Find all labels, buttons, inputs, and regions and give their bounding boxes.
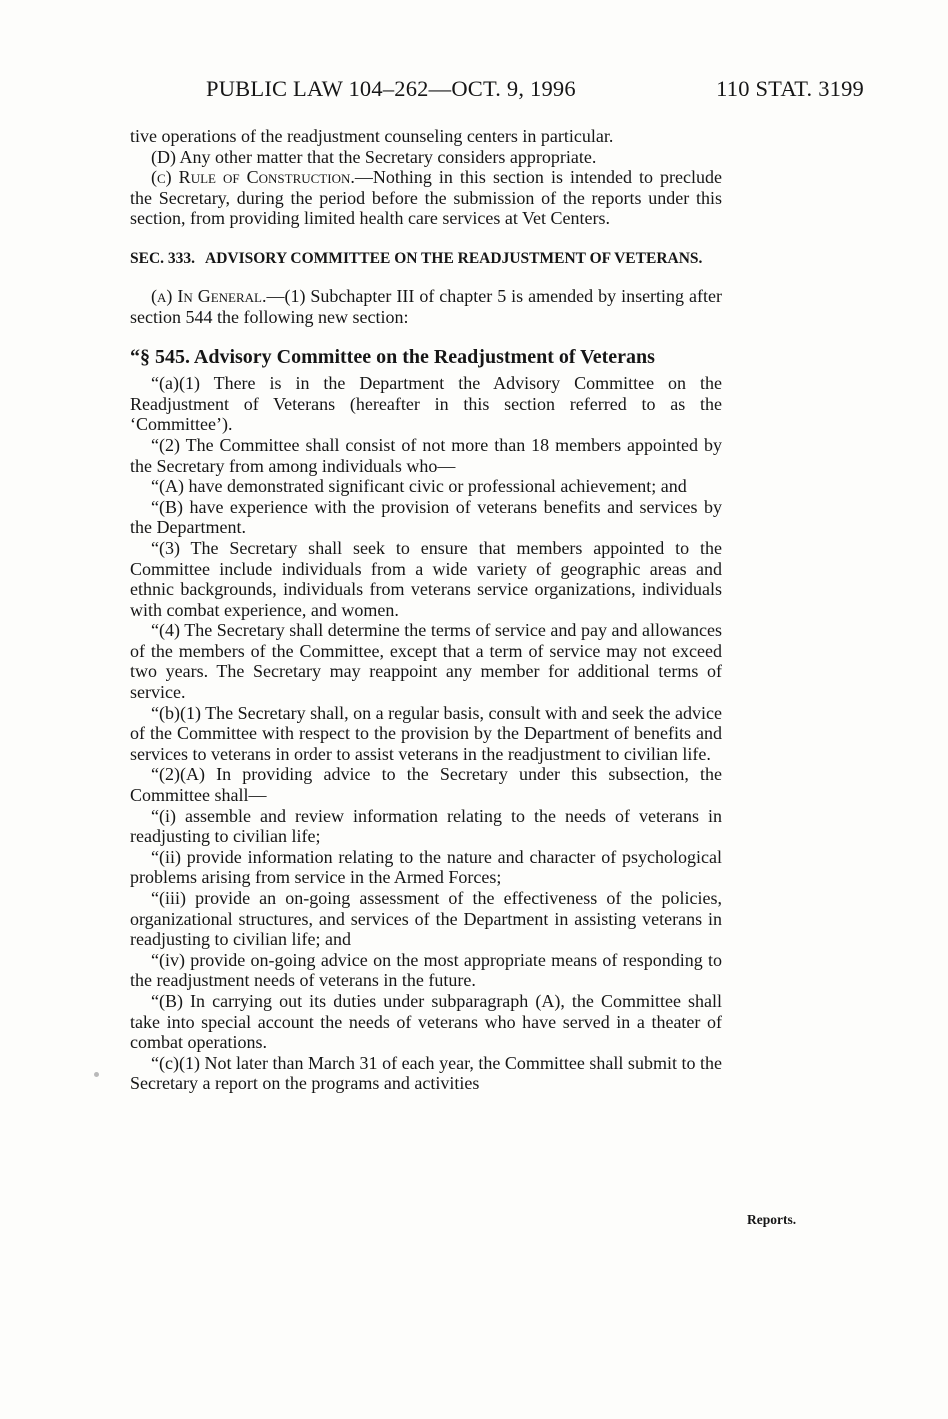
paragraph: “(B) In carrying out its duties under subparagraph (A), the Committee shall take into special account the needs of veterans who have served in a theater of combat operations.: [130, 990, 722, 1053]
paragraph: “(2) The Committee shall consist of not more than 18 members appointed by the Secretary from among individuals who—: [130, 434, 722, 476]
paragraph: [130, 286, 722, 327]
section-heading: [130, 249, 722, 268]
header-stat-page: 110 STAT. 3199: [716, 76, 864, 101]
paragraph: [130, 167, 722, 229]
scan-speck: [94, 1072, 99, 1077]
paragraph: “(A) have demonstrated significant civic or professional achievement; and: [151, 476, 687, 497]
body-text: [130, 126, 722, 1094]
paragraph: “(4) The Secretary shall determine the terms of service and pay and allowances of the members of the Committee, except that a term of service may not exceed two years. The Secretary may reappoint any member for additional terms of service.: [130, 620, 722, 703]
paragraph: tive operations of the readjustment counseling centers in particular.: [130, 126, 614, 146]
paragraph: “(ii) provide information relating to the nature and character of psychological problems arising from service in the Armed Forces;: [130, 846, 722, 888]
new-section-title: “§ 545. Advisory Committee on the Readjustment of Veterans: [130, 346, 655, 369]
subsection-label: (c) Rule of Construction.: [151, 167, 355, 188]
section-title: ADVISORY COMMITTEE ON THE READJUSTMENT OF VETERANS.: [205, 249, 703, 267]
paragraph-text: —Nothing in this section is intended to preclude the Secretary, during the period before the submission of the reports under this section, from providing limited health care services at Vet Centers.: [130, 167, 722, 229]
paragraph: “(i) assemble and review information relating to the needs of veterans in readjusting to civilian life;: [130, 805, 722, 847]
header-citation: PUBLIC LAW 104–262—OCT. 9, 1996: [206, 76, 576, 101]
paragraph-text: —(1) Subchapter III of chapter 5 is amended by inserting after section 544 the following new section:: [130, 285, 722, 327]
subsection-label: (a) In General.: [151, 285, 267, 306]
paragraph: “(B) have experience with the provision of veterans benefits and services by the Department.: [130, 496, 722, 538]
paragraph: (D) Any other matter that the Secretary considers appropriate.: [151, 146, 597, 167]
paragraph: “(a)(1) There is in the Department the Advisory Committee on the Readjustment of Veterans (hereafter in this section referred to as the ‘Committee’).: [130, 373, 722, 435]
paragraph: “(iv) provide on-going advice on the most appropriate means of responding to the readjustment needs of veterans in the future.: [130, 949, 722, 991]
margin-note-reports: Reports.: [747, 1212, 797, 1227]
section-number: SEC. 333.: [130, 249, 196, 267]
paragraph: “(2)(A) In providing advice to the Secretary under this subsection, the Committee shall—: [130, 764, 722, 806]
paragraph: “(3) The Secretary shall seek to ensure that members appointed to the Committee include individuals from a wide variety of geographic areas and ethnic backgrounds, individuals from veterans service organizations, individuals with combat experience, and women.: [130, 537, 722, 620]
paragraph: “(b)(1) The Secretary shall, on a regular basis, consult with and seek the advice of the Committee with respect to the provision by the Department of benefits and services to veterans in order to assist veterans in the readjustment to civilian life.: [130, 702, 722, 764]
paragraph: “(c)(1) Not later than March 31 of each year, the Committee shall submit to the Secretary a report on the programs and activities: [130, 1052, 722, 1094]
paragraph: “(iii) provide an on-going assessment of the effectiveness of the policies, organizational structures, and services of the Department in assisting veterans in readjusting to civilian life; and: [130, 888, 722, 950]
running-head: [206, 76, 864, 104]
